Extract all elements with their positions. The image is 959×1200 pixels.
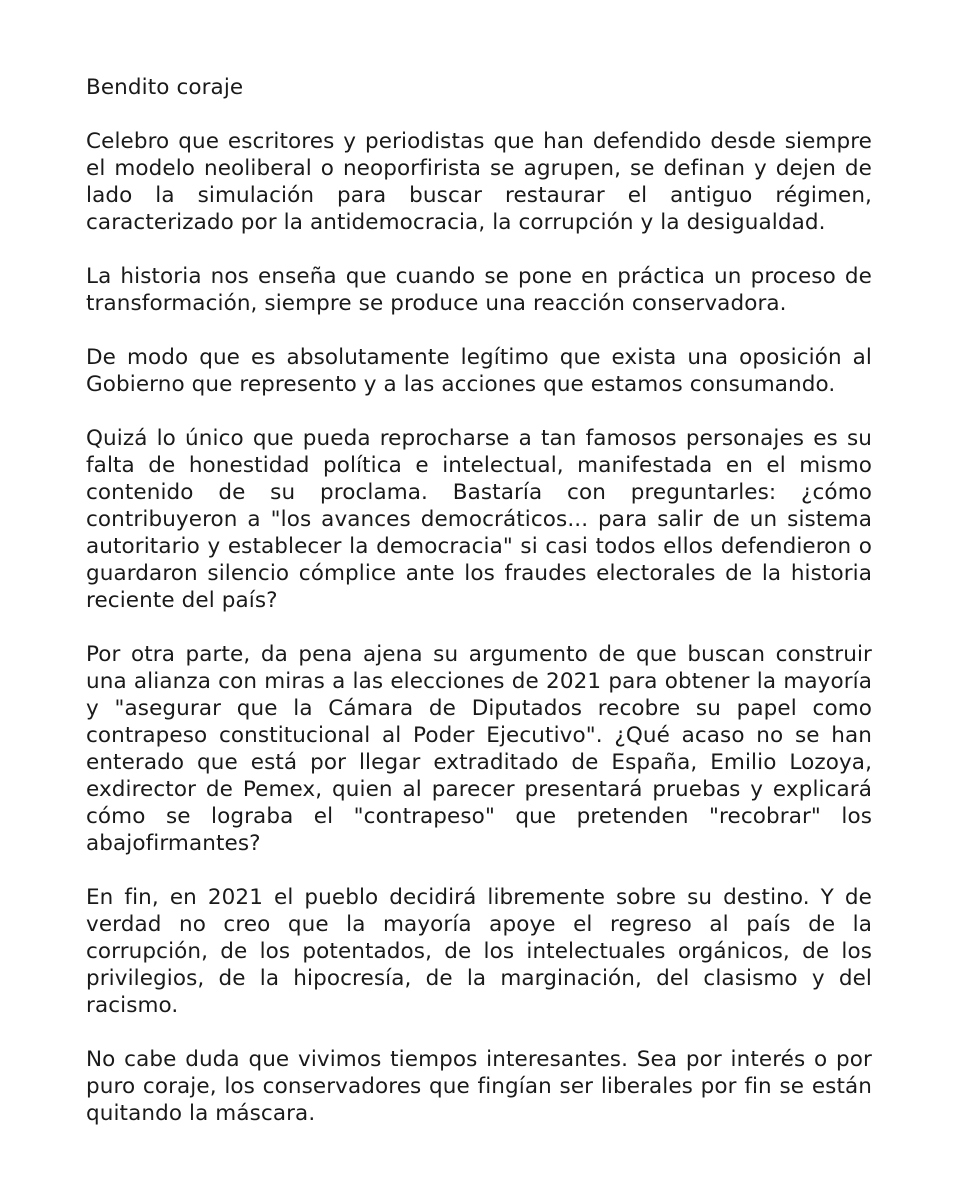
paragraph-7: No cabe duda que vivimos tiempos interesantes. Sea por interés o por puro coraje, los conservadores que fingían ser liberales por fin se están quitando la máscara. bbox=[86, 1047, 872, 1126]
document-body bbox=[86, 74, 872, 1154]
paragraph-2: La historia nos enseña que cuando se pone en práctica un proceso de transformación, siempre se produce una reacción conservadora. bbox=[86, 264, 872, 316]
paragraph-5: Por otra parte, da pena ajena su argumento de que buscan construir una alianza con miras a las elecciones de 2021 para obtener la mayoría y "asegurar que la Cámara de Diputados recobre su papel como contrapeso constitucional al Poder Ejecutivo". ¿Qué acaso no se han enterado que está por llegar extraditado de España, Emilio Lozoya, exdirector de Pemex, quien al parecer presentará pruebas y explicará cómo se lograba el "contrapeso" que pretenden "recobrar" los abajofirmantes? bbox=[86, 642, 872, 856]
paragraph-1: Celebro que escritores y periodistas que han defendido desde siempre el modelo neoliberal o neoporfirista se agrupen, se definan y dejen de lado la simulación para buscar restaurar el antiguo régimen, caracterizado por la antidemocracia, la corrupción y la desigualdad. bbox=[86, 129, 872, 235]
document-title: Bendito coraje bbox=[86, 75, 244, 100]
paragraph-6: En fin, en 2021 el pueblo decidirá libremente sobre su destino. Y de verdad no creo que la mayoría apoye el regreso al país de la corrupción, de los potentados, de los intelectuales orgánicos, de los privilegios, de la hipocresía, de la marginación, del clasismo y del racismo. bbox=[86, 885, 872, 1018]
paragraph-4: Quizá lo único que pueda reprocharse a tan famosos personajes es su falta de honestidad política e intelectual, manifestada en el mismo contenido de su proclama. Bastaría con preguntarles: ¿cómo contribuyeron a "los avances democráticos... para salir de un sistema autoritario y establecer la democracia" si casi todos ellos defendieron o guardaron silencio cómplice ante los fraudes electorales de la historia reciente del país? bbox=[86, 426, 872, 613]
paragraph-3: De modo que es absolutamente legítimo que exista una oposición al Gobierno que represento y a las acciones que estamos consumando. bbox=[86, 345, 872, 397]
